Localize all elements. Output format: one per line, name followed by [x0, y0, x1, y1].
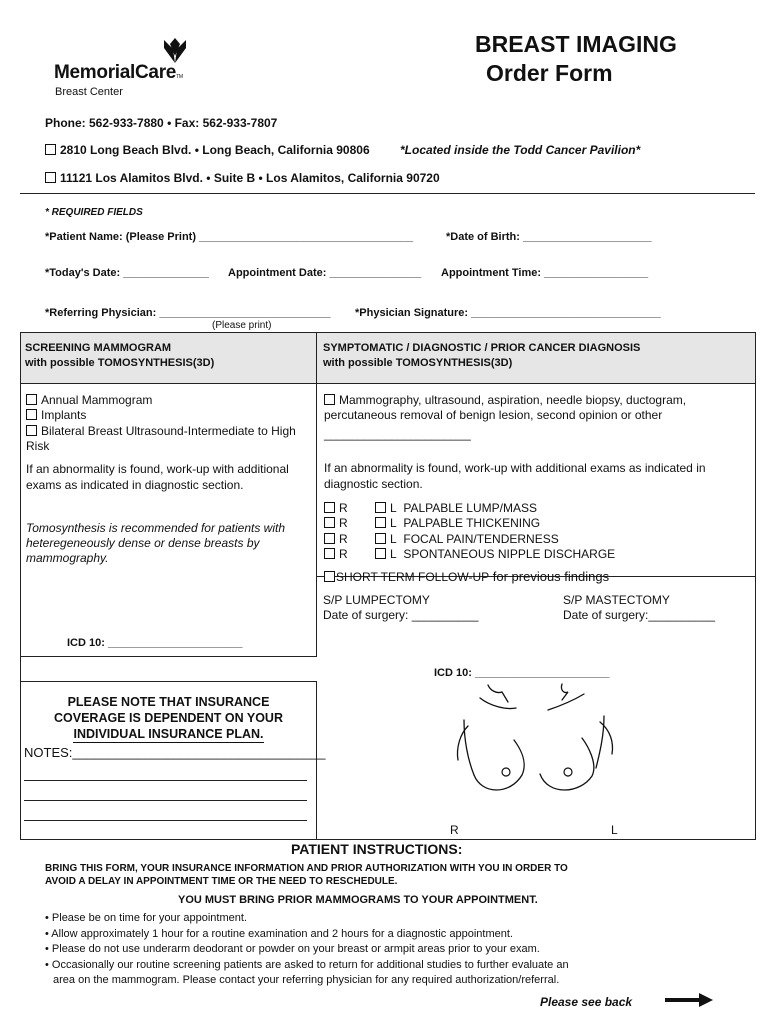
- nipples: [502, 768, 572, 776]
- location-1[interactable]: 2810 Long Beach Blvd. • Long Beach, California 90806: [45, 143, 370, 157]
- lumpectomy: S/P LUMPECTOMY Date of surgery: __________: [323, 593, 479, 622]
- collar-right: [548, 694, 584, 710]
- instruction-item: • Allow approximately 1 hour for a routine examination and 2 hours for a diagnostic appointment.: [45, 927, 513, 940]
- form-subtitle: Order Form: [486, 60, 613, 86]
- physician-signature-field[interactable]: *Physician Signature: _______________________________: [355, 307, 661, 319]
- nipple-left: [502, 768, 510, 776]
- symptom-row-thickening[interactable]: R: [324, 516, 348, 530]
- table-middle-line: [316, 332, 317, 656]
- symptom-row-lump[interactable]: R: [324, 501, 348, 515]
- insurance-top-line: [20, 681, 317, 682]
- implants-checkbox[interactable]: [26, 409, 37, 420]
- symptom-row-pain[interactable]: R: [324, 532, 348, 546]
- instruction-item: area on the mammogram. Please contact your referring physician for any required authorization/referral.: [53, 974, 560, 986]
- arrow-right-icon: [665, 993, 713, 1007]
- appointment-date-field[interactable]: Appointment Date: _______________: [228, 267, 422, 279]
- collar-left: [480, 698, 516, 709]
- option-annual-mammogram[interactable]: Annual Mammogram: [26, 393, 152, 407]
- location-2-checkbox[interactable]: [45, 172, 56, 183]
- leaf-logo-icon: [160, 38, 190, 64]
- arm-left: [457, 726, 468, 760]
- diagnostic-checkbox[interactable]: [324, 394, 335, 405]
- location-1-checkbox[interactable]: [45, 144, 56, 155]
- symptom-row-discharge-l[interactable]: L SPONTANEOUS NIPPLE DISCHARGE: [375, 547, 615, 561]
- screening-abnormal-note: If an abnormality is found, work-up with additional exams as indicated in diagnostic section.: [26, 462, 289, 492]
- neck-right-line: [561, 684, 568, 700]
- table-left-line: [20, 332, 21, 839]
- option-bilateral-ultrasound-cont: Risk: [26, 439, 50, 453]
- screening-icd-field[interactable]: ICD 10: ______________________: [67, 637, 243, 649]
- breast-left-outline: [474, 740, 524, 790]
- notes-line-2[interactable]: [24, 800, 307, 801]
- please-print-note: (Please print): [212, 320, 272, 331]
- required-note: * REQUIRED FIELDS: [45, 207, 143, 218]
- must-bring-note: YOU MUST BRING PRIOR MAMMOGRAMS TO YOUR APPOINTMENT.: [178, 894, 538, 906]
- option-diagnostic-main[interactable]: Mammography, ultrasound, aspiration, needle biopsy, ductogram, percutaneous removal of benign lesion, second opinion or other ______________________: [324, 393, 687, 441]
- left-mid-line: [20, 656, 317, 657]
- r-checkbox[interactable]: [324, 548, 335, 559]
- r-checkbox[interactable]: [324, 517, 335, 528]
- screening-heading: SCREENING MAMMOGRAM with possible TOMOSYNTHESIS(3D): [25, 342, 215, 369]
- diagram-r-label: R: [450, 823, 459, 837]
- r-checkbox[interactable]: [324, 502, 335, 513]
- form-title: BREAST IMAGING: [475, 31, 677, 57]
- notes-line-1[interactable]: [24, 780, 307, 781]
- symptom-row-lump-l[interactable]: L PALPABLE LUMP/MASS: [375, 501, 537, 515]
- short-term-followup[interactable]: SHORT TERM FOLLOW-UP for previous findings: [324, 569, 609, 584]
- table-right-line: [755, 332, 756, 839]
- symptom-row-thickening-l[interactable]: L PALPABLE THICKENING: [375, 516, 540, 530]
- tomosynthesis-note: Tomosynthesis is recommended for patients with heteregeneously dense or dense breasts by mammography.: [26, 521, 286, 565]
- l-checkbox[interactable]: [375, 502, 386, 513]
- instructions-title: PATIENT INSTRUCTIONS:: [291, 841, 463, 857]
- dob-field[interactable]: *Date of Birth: _____________________: [446, 231, 652, 243]
- option-bilateral-ultrasound[interactable]: Bilateral Breast Ultrasound-Intermediate to High: [26, 424, 296, 438]
- lumpectomy-date-field[interactable]: Date of surgery: __________: [323, 608, 479, 622]
- symptom-row-pain-l[interactable]: L FOCAL PAIN/TENDERNESS: [375, 532, 559, 546]
- instruction-list: [45, 911, 569, 989]
- instruction-item: • Occasionally our routine screening patients are asked to return for additional studies to further evaluate an: [45, 958, 569, 971]
- brand-name: MemorialCareTM: [54, 62, 183, 83]
- mastectomy: S/P MASTECTOMY Date of surgery:__________: [563, 593, 716, 622]
- header-bottom-line: [20, 383, 756, 384]
- breast-diagram[interactable]: [450, 680, 620, 820]
- see-back-note: Please see back: [540, 995, 633, 1009]
- patient-name-field[interactable]: *Patient Name: (Please Print) ___________________________________: [45, 231, 414, 243]
- diagnostic-icd-field[interactable]: ICD 10: ______________________: [434, 667, 610, 679]
- r-checkbox[interactable]: [324, 533, 335, 544]
- notes-line-3[interactable]: [24, 820, 307, 821]
- notes-field[interactable]: NOTES:___________________________________: [24, 745, 326, 760]
- appointment-time-field[interactable]: Appointment Time: _________________: [441, 267, 649, 279]
- option-implants[interactable]: Implants: [26, 408, 86, 422]
- location-2[interactable]: 11121 Los Alamitos Blvd. • Suite B • Los Alamitos, California 90720: [45, 171, 440, 185]
- symptom-row-discharge[interactable]: R: [324, 547, 348, 561]
- location-1-note: *Located inside the Todd Cancer Pavilion*: [400, 143, 641, 157]
- brand-subtitle: Breast Center: [55, 86, 123, 98]
- table-top-line: [20, 332, 756, 333]
- l-checkbox[interactable]: [375, 517, 386, 528]
- diagram-l-label: L: [611, 823, 618, 837]
- instruction-item: • Please be on time for your appointment.: [45, 912, 247, 924]
- mastectomy-date-field[interactable]: Date of surgery:__________: [563, 608, 716, 622]
- divider: [20, 193, 755, 194]
- phone-line: Phone: 562-933-7880 • Fax: 562-933-7807: [45, 116, 278, 130]
- brand-tm: TM: [176, 74, 183, 80]
- breast-right-outline: [540, 738, 594, 790]
- l-checkbox[interactable]: [375, 533, 386, 544]
- instruction-item: • Please do not use underarm deodorant or powder on your breast or armpit areas prior to your exam.: [45, 943, 540, 955]
- table-bottom-line: [20, 839, 756, 840]
- neck-left-line: [488, 685, 508, 702]
- annual-checkbox[interactable]: [26, 394, 37, 405]
- bilateral-checkbox[interactable]: [26, 425, 37, 436]
- short-term-checkbox[interactable]: [324, 571, 335, 582]
- l-checkbox[interactable]: [375, 548, 386, 559]
- diagnostic-abnormal-note: If an abnormality is found, work-up with additional exams as indicated in diagnostic section.: [324, 461, 706, 491]
- todays-date-field[interactable]: *Today's Date: ______________: [45, 267, 209, 279]
- referring-physician-field[interactable]: *Referring Physician: ____________________________: [45, 307, 331, 319]
- insurance-note: PLEASE NOTE THAT INSURANCE COVERAGE IS DEPENDENT ON YOUR INDIVIDUAL INSURANCE PLAN.: [54, 695, 283, 741]
- nipple-right: [564, 768, 572, 776]
- bring-form-note: BRING THIS FORM, YOUR INSURANCE INFORMATION AND PRIOR AUTHORIZATION WITH YOU IN ORDER TO AVOID A DELAY IN APPOINTMENT TIME OR THE NEED TO RESCHEDULE.: [45, 863, 568, 887]
- diagnostic-heading: SYMPTOMATIC / DIAGNOSTIC / PRIOR CANCER DIAGNOSIS with possible TOMOSYNTHESIS(3D): [323, 342, 641, 369]
